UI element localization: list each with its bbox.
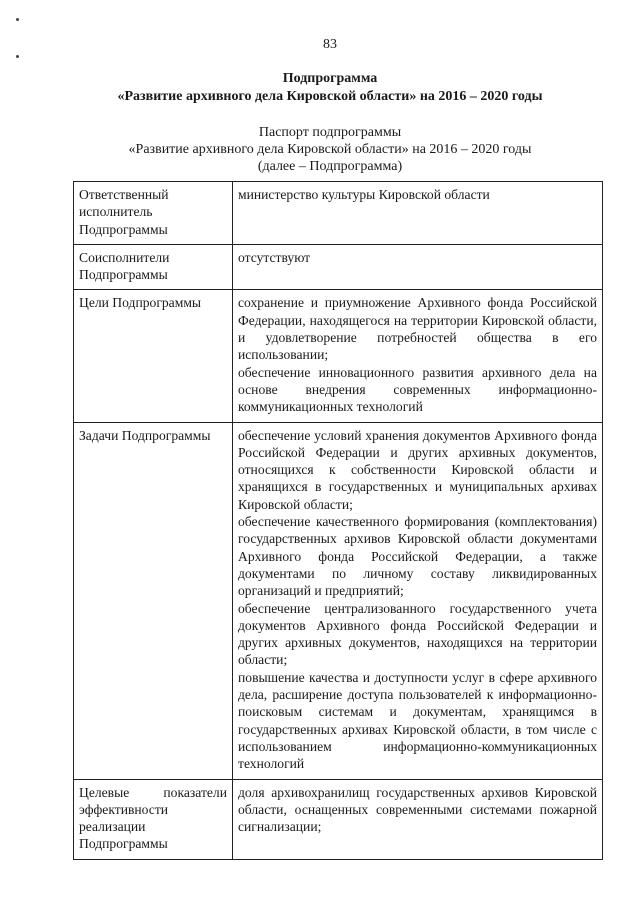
document-heading	[0, 70, 640, 106]
row-label: Цели Подпрограммы	[74, 290, 233, 422]
value-paragraph: сохранение и приумножение Архивного фонда Российской Федерации, находящегося на территории Кировской области, и удовлетворение потребностей общества в его использовании;	[238, 295, 597, 363]
passport-table	[73, 181, 603, 860]
row-value	[233, 779, 603, 859]
passport-line-3: (далее – Подпрограмма)	[257, 159, 403, 174]
table-row	[74, 182, 603, 245]
table-row	[74, 422, 603, 779]
value-paragraph: обеспечение качественного формирования (комплектования) государственных архивов Кировской области документами Архивного фонда Российской Федерации, а также документами по личному составу ликвидированных организаций и предприятий;	[238, 514, 597, 599]
heading-line-1: Подпрограмма	[282, 71, 378, 86]
table-row	[74, 244, 603, 290]
row-value	[233, 422, 603, 779]
value-paragraph: министерство культуры Кировской области	[238, 187, 490, 202]
row-value	[233, 244, 603, 290]
table-row	[74, 779, 603, 859]
value-paragraph: повышение качества и доступности услуг в сфере архивного дела, расширение доступа пользователей к информационно-поисковым системам и документам, хранящимся в государственных архивах Кировской области, в том числе с использованием информационно-коммуникационных технологий	[238, 669, 597, 772]
row-label: Целевые показатели эффективности реализации Подпрограммы	[74, 779, 233, 859]
passport-line-1: Паспорт подпрограммы	[258, 125, 402, 140]
scan-speck	[16, 18, 19, 21]
row-label: Соисполнители Подпрограммы	[74, 244, 233, 290]
row-value	[233, 182, 603, 245]
row-label: Ответственный исполнитель Подпрограммы	[74, 182, 233, 245]
value-paragraph: доля архивохранилищ государственных архивов Кировской области, оснащенных современными системами пожарной сигнализации;	[238, 784, 597, 835]
value-paragraph: отсутствуют	[238, 249, 311, 265]
table-row	[74, 290, 603, 422]
scan-speck	[16, 55, 19, 58]
passport-heading	[0, 124, 640, 175]
value-paragraph: обеспечение условий хранения документов Архивного фонда Российской Федерации и других архивных документов, относящихся к собственности Кировской области и хранящихся в государственных и муниципальных архивах Кировской области;	[238, 427, 597, 512]
page-number: 83	[323, 37, 337, 52]
row-label: Задачи Подпрограммы	[74, 422, 233, 779]
heading-line-2: «Развитие архивного дела Кировской области» на 2016 – 2020 годы	[117, 89, 543, 104]
value-paragraph: обеспечение централизованного государственного учета документов Архивного фонда Российской Федерации и других архивных документов, находящихся на территории области;	[238, 600, 597, 668]
value-paragraph: обеспечение инновационного развития архивного дела на основе внедрения современных информационно-коммуникационных технологий	[238, 364, 597, 415]
row-value	[233, 290, 603, 422]
passport-line-2: «Развитие архивного дела Кировской области» на 2016 – 2020 годы	[128, 142, 532, 157]
